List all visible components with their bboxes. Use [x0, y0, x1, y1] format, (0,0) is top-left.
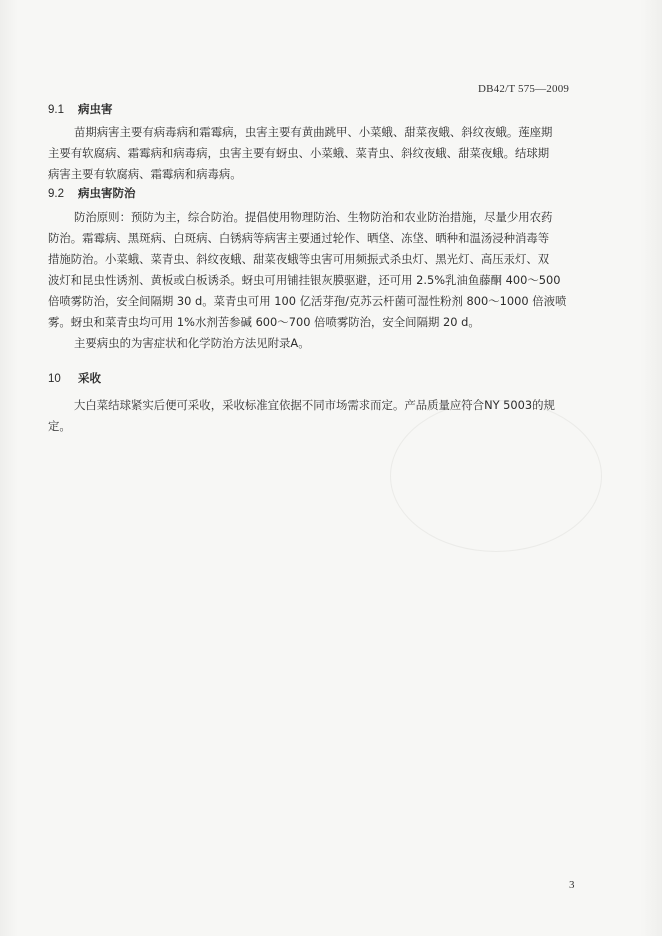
section-number: 10: [48, 373, 61, 385]
section-heading-10: [48, 370, 101, 386]
section-title: 采收: [78, 371, 102, 385]
section-number: 9.1: [48, 104, 64, 116]
paragraph-line: 主要有软腐病、霜霉病和病毒病，虫害主要有蚜虫、小菜蛾、菜青虫、斜纹夜蛾、甜菜夜蛾。结球期: [48, 146, 550, 160]
paragraph-line: 定。: [48, 419, 71, 433]
section-number: 9.2: [48, 188, 64, 200]
section-title: 病虫害: [78, 102, 113, 116]
section-heading-9-2: [48, 185, 136, 201]
paragraph-line: 苗期病害主要有病毒病和霜霉病，虫害主要有黄曲跳甲、小菜蛾、甜菜夜蛾、斜纹夜蛾。莲座期: [74, 125, 553, 139]
paragraph-line: 倍喷雾防治，安全间隔期 30 d。菜青虫可用 100 亿活芽孢/克苏云杆菌可湿性粉剂 800～1000 倍液喷: [48, 294, 567, 308]
document-code: DB42/T 575—2009: [478, 83, 570, 95]
paragraph-line: 雾。蚜虫和菜青虫均可用 1%水剂苦参碱 600～700 倍喷雾防治，安全间隔期 20 d。: [48, 315, 480, 329]
page-number: 3: [569, 879, 575, 891]
paragraph-10: [48, 395, 568, 437]
paragraph-9-2: [48, 207, 568, 354]
section-title: 病虫害防治: [78, 186, 136, 200]
paragraph-9-1: [48, 122, 568, 185]
paragraph-line: 波灯和昆虫性诱剂、黄板或白板诱杀。蚜虫可用铺挂银灰膜驱避，还可用 2.5%乳油鱼藤酮 400～500: [48, 273, 561, 287]
paragraph-note: 主要病虫的为害症状和化学防治方法见附录A。: [74, 336, 310, 350]
paragraph-line: 大白菜结球紧实后便可采收，采收标准宜依据不同市场需求而定。产品质量应符合NY 5003的规: [74, 398, 555, 412]
section-heading-9-1: [48, 101, 113, 117]
paragraph-line: 防治原则：预防为主，综合防治。提倡使用物理防治、生物防治和农业防治措施，尽量少用农药: [74, 210, 553, 224]
paragraph-line: 措施防治。小菜蛾、菜青虫、斜纹夜蛾、甜菜夜蛾等虫害可用频振式杀虫灯、黑光灯、高压汞灯、双: [48, 252, 550, 266]
paragraph-line: 病害主要有软腐病、霜霉病和病毒病。: [48, 167, 242, 181]
paragraph-line: 防治。霜霉病、黑斑病、白斑病、白锈病等病害主要通过轮作、晒垡、冻垡、晒种和温汤浸种消毒等: [48, 231, 550, 245]
